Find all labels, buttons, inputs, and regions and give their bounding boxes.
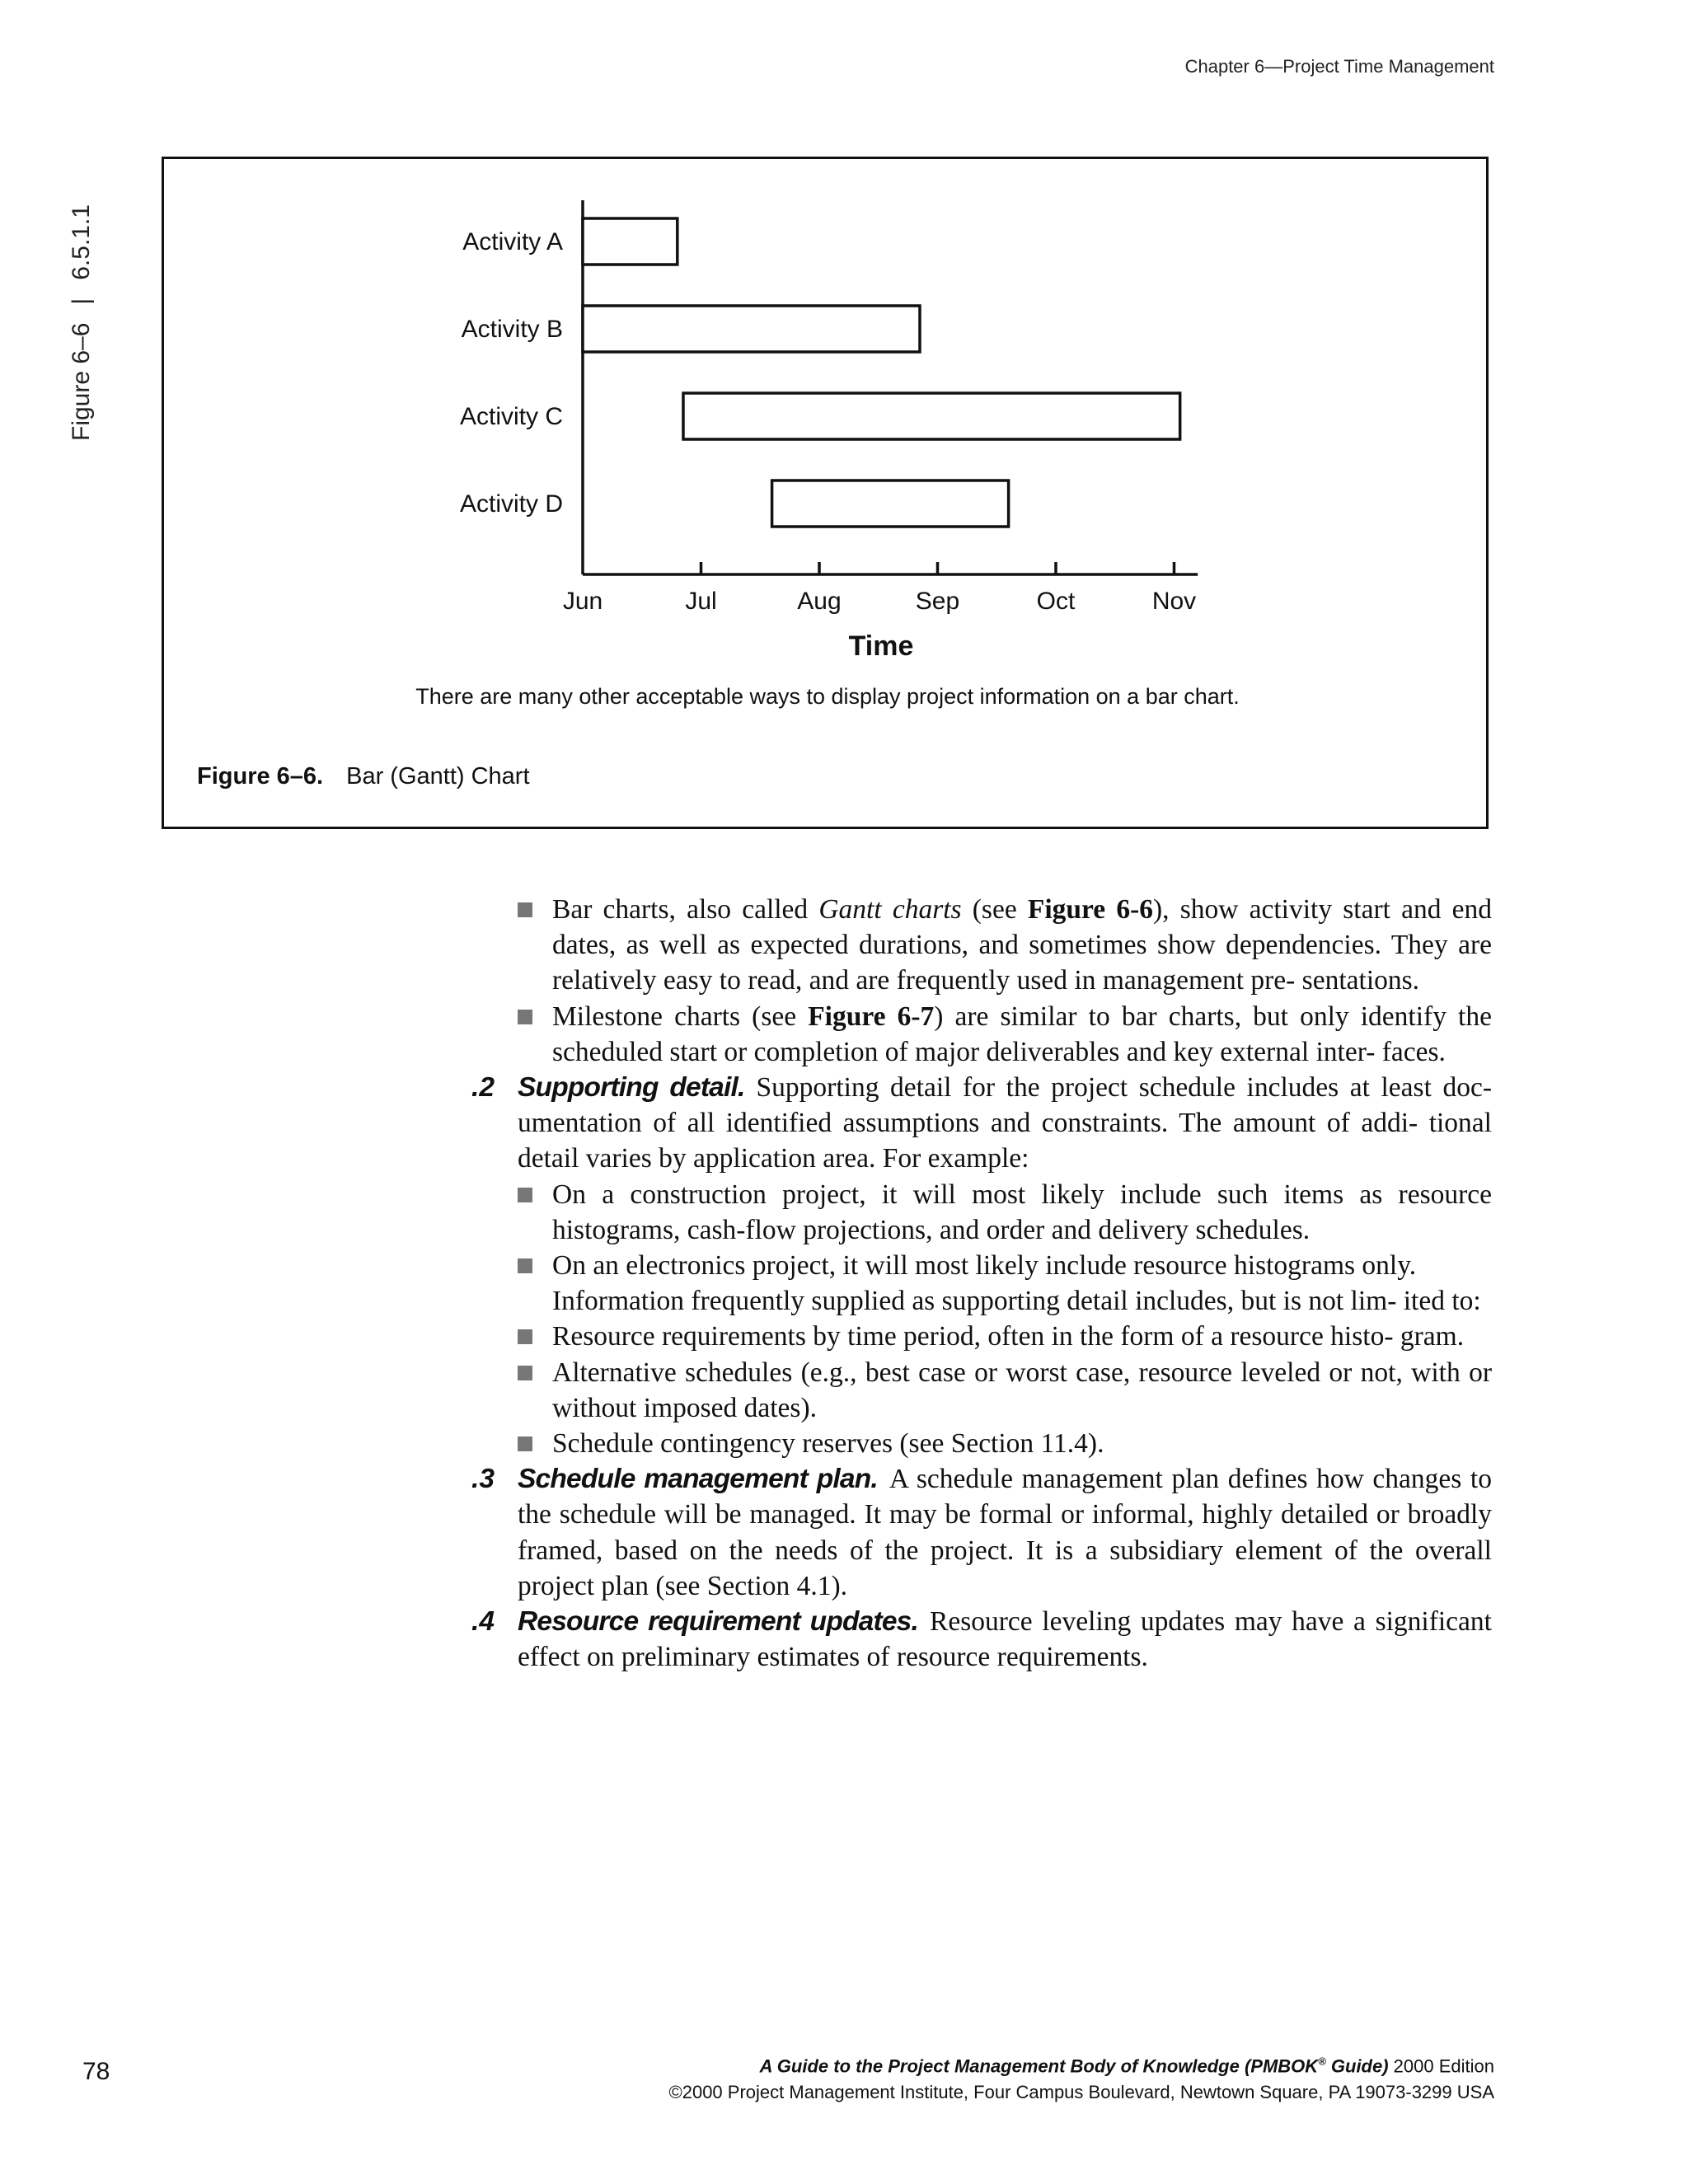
footer-edition: 2000 Edition: [1388, 2055, 1494, 2077]
figure-caption-label: Figure 6–6.: [197, 763, 324, 790]
activity-label: Activity A: [462, 228, 563, 255]
footer-book-title: A Guide to the Project Management Body of Knowledge (PMBOK: [759, 2055, 1319, 2077]
term-gantt-charts: Gantt charts: [818, 894, 962, 925]
section-text: A schedule management plan defines how changes to the schedule will be managed. It may be formal or informal, highly detailed or broadly framed, based on the needs of the project. It is a subsidiary element of the overall project plan (see Section 4.1).: [518, 1464, 1492, 1601]
bullet-text: Milestone charts (see: [552, 1001, 809, 1032]
footer-book-title-end: Guide): [1325, 2055, 1389, 2077]
bullet-text: ), show activity start and end dates, as well as expected durations, and sometimes show dependencies. They are relatively easy to read, and are frequently used in management pre- sentations.: [552, 894, 1492, 996]
x-tick-label: Jul: [685, 588, 717, 615]
side-tab-separator: |: [68, 298, 95, 305]
section-text: Resource leveling updates may have a significant effect on preliminary estimates of resource requirements.: [518, 1606, 1492, 1673]
figure-reference: Figure 6-6: [1027, 894, 1153, 925]
bullet-bar-charts: [462, 892, 1492, 999]
registered-mark: ®: [1318, 2055, 1326, 2068]
x-tick-label: Jun: [562, 588, 603, 615]
running-head: Chapter 6—Project Time Management: [1184, 56, 1494, 77]
figure-caption: [197, 763, 530, 790]
gantt-chart: [164, 159, 1491, 670]
side-tab: [68, 204, 96, 441]
figure-note: There are many other acceptable ways to display project information on a bar chart.: [415, 684, 1240, 709]
paragraph-supporting-detail: Information frequently supplied as supporting detail includes, but is not lim- ited to:: [552, 1286, 1481, 1317]
footer-copyright: ©2000 Project Management Institute, Four Campus Boulevard, Newtown Square, PA 19073-3299 USA: [668, 2082, 1494, 2103]
bullet-text: ) are similar to bar charts, but only identify the scheduled start or completion of major deliverables and key external inter- faces.: [552, 1001, 1492, 1067]
section-supporting-detail: [462, 1070, 1492, 1177]
x-tick-label: Oct: [1036, 588, 1076, 615]
section-number: .4: [471, 1606, 495, 1638]
side-tab-figure: Figure 6–6: [68, 322, 95, 441]
activity-label: Activity D: [459, 490, 563, 518]
body-text: [462, 892, 1492, 1675]
figure-reference: Figure 6-7: [808, 1001, 935, 1032]
bullet-resource-requirements: Resource requirements by time period, often in the form of a resource histo- gram.: [462, 1319, 1492, 1354]
activity-label: Activity C: [459, 403, 563, 430]
bullet-milestone-charts: [462, 999, 1492, 1070]
section-number: .3: [471, 1464, 495, 1495]
bullet-alternative-schedules: Alternative schedules (e.g., best case or worst case, resource leveled or not, with or without imposed dates).: [462, 1355, 1492, 1426]
footer-title: [669, 2049, 1494, 2079]
x-tick-label: Sep: [915, 588, 960, 615]
bullet-text: Bar charts, also called: [552, 894, 819, 925]
gantt-bar: [772, 480, 1009, 527]
section-number: .2: [471, 1072, 495, 1104]
section-title: Supporting detail.: [518, 1072, 745, 1104]
section-title: Resource requirement updates.: [518, 1606, 918, 1638]
bullet-text: (see: [961, 894, 1028, 925]
x-tick-label: Nov: [1151, 588, 1197, 615]
section-title: Schedule management plan.: [518, 1464, 878, 1495]
side-tab-section: 6.5.1.1: [68, 204, 95, 280]
bullet-construction: On a construction project, it will most likely include such items as resource histograms, cash-flow projections, and order and delivery schedules.: [462, 1177, 1492, 1248]
figure-caption-text: Bar (Gantt) Chart: [346, 763, 530, 790]
activity-label: Activity B: [461, 316, 563, 343]
footer: [669, 2049, 1494, 2106]
gantt-bar: [683, 393, 1180, 439]
bullet-electronics: On an electronics project, it will most likely include resource histograms only.: [462, 1248, 1492, 1283]
section-resource-requirement-updates: [462, 1604, 1492, 1675]
gantt-bar: [583, 306, 920, 352]
bullet-contingency-reserves: Schedule contingency reserves (see Section 11.4).: [462, 1426, 1492, 1461]
section-schedule-management-plan: [462, 1461, 1492, 1604]
gantt-bar: [583, 218, 678, 265]
x-axis-title: Time: [848, 630, 914, 662]
page-number: 78: [82, 2058, 110, 2085]
section-text: Supporting detail for the project schedule includes at least doc- umentation of all identified assumptions and constraints. The amount of addi- tional detail varies by application area. For example:: [518, 1072, 1492, 1174]
x-tick-label: Aug: [797, 588, 842, 615]
figure-6-6: [162, 157, 1489, 829]
